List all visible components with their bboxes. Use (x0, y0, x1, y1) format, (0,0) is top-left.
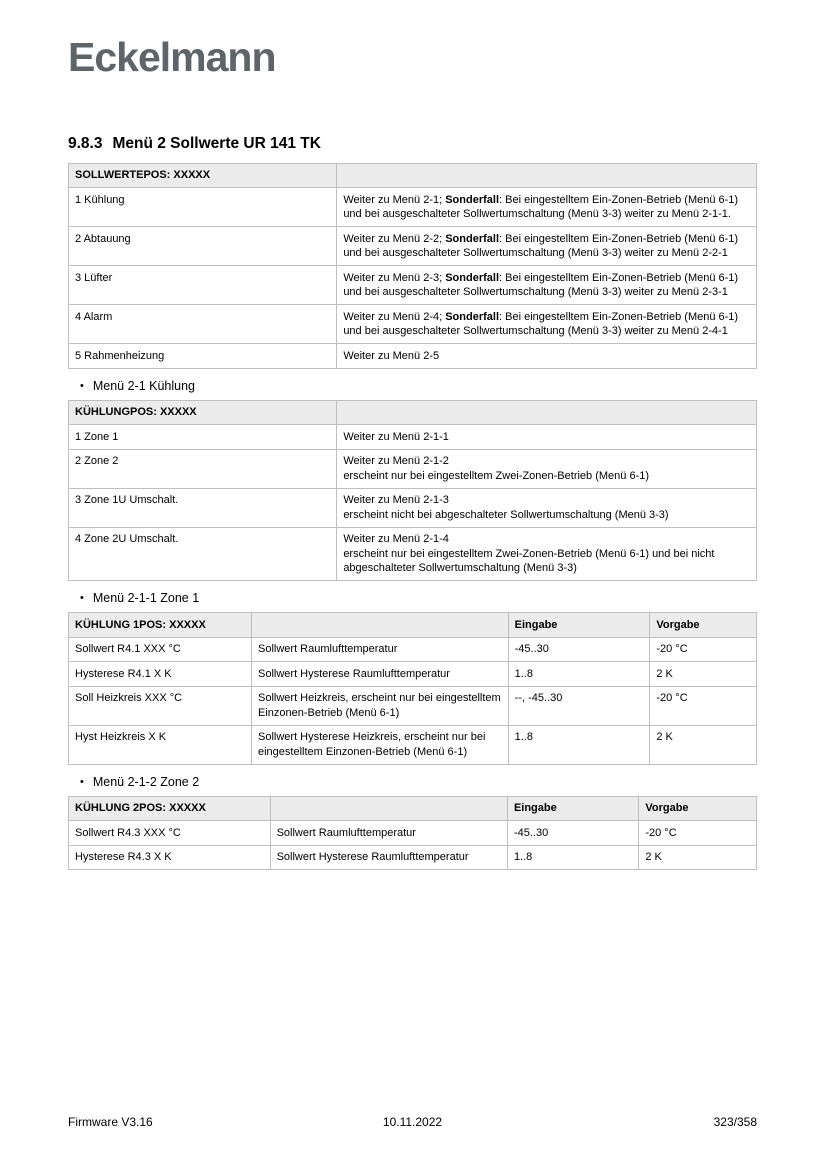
table-row (69, 725, 757, 764)
table-row (69, 305, 757, 344)
desc-line: erscheint nur bei eingestelltem Zwei-Zonen-Betrieb (Menü 6-1) und bei nicht abgeschalteter Sollwertumschaltung (Menü 3-3) (343, 547, 715, 575)
vorgabe-cell: -20 °C (650, 686, 757, 725)
menu-item-cell: 1 Kühlung (69, 188, 337, 227)
table-row (69, 425, 757, 450)
menu-desc-cell (337, 527, 757, 581)
param-cell: Hyst Heizkreis X K (69, 725, 252, 764)
desc-line: erscheint nur bei eingestelltem Zwei-Zonen-Betrieb (Menü 6-1) (343, 469, 650, 482)
table-row (69, 344, 757, 369)
menu-desc-cell (337, 227, 757, 266)
eingabe-cell: --, -45..30 (508, 686, 650, 725)
table-header-row (69, 613, 757, 638)
menu-item-cell: 3 Zone 1U Umschalt. (69, 488, 337, 527)
bullet-icon: • (80, 775, 84, 788)
param-cell: Sollwert R4.1 XXX °C (69, 637, 252, 662)
eingabe-cell: -45..30 (508, 637, 650, 662)
menu-desc-cell (337, 266, 757, 305)
vorgabe-cell: 2 K (650, 725, 757, 764)
bullet-label: Menü 2-1-2 Zone 2 (92, 774, 200, 789)
desc-text: Weiter zu Menü 2-3; (343, 271, 446, 284)
vorgabe-cell: 2 K (650, 662, 757, 687)
desc-cell: Sollwert Raumlufttemperatur (270, 821, 507, 846)
menu-desc-cell (337, 488, 757, 527)
table-header-cell-eingabe: Eingabe (508, 613, 650, 638)
vorgabe-cell: 2 K (639, 845, 757, 870)
bullet-item-menu-2-1 (80, 378, 757, 395)
desc-cell: Sollwert Hysterese Raumlufttemperatur (270, 845, 507, 870)
desc-bold: Sonderfall (445, 232, 500, 245)
menu-item-cell: 2 Abtauung (69, 227, 337, 266)
table-header-cell-empty (337, 400, 757, 425)
table-header-cell: KÜHLUNGPOS: XXXXX (69, 400, 337, 425)
menu-item-cell: 4 Zone 2U Umschalt. (69, 527, 337, 581)
desc-cell: Sollwert Hysterese Heizkreis, erscheint nur bei eingestelltem Einzonen-Betrieb (Menü 6-1) (252, 725, 509, 764)
desc-text: Weiter zu Menü 2-5 (343, 349, 440, 362)
table-header-cell-eingabe: Eingabe (507, 796, 638, 821)
bullet-label: Menü 2-1-1 Zone 1 (92, 591, 200, 606)
table-row (69, 227, 757, 266)
vorgabe-cell: -20 °C (639, 821, 757, 846)
table-header-cell: KÜHLUNG 2POS: XXXXX (69, 796, 271, 821)
bullet-label: Menü 2-1 Kühlung (92, 378, 196, 393)
table-header-row (69, 796, 757, 821)
desc-line: Weiter zu Menü 2-1-1 (343, 430, 449, 443)
desc-text: : Bei eingestelltem Ein-Zonen-Betrieb (Menü 6-1) und bei ausgeschalteter Sollwertumschaltung (Menü 3-3) weiter zu Menü 2-2-1 (343, 232, 739, 260)
table-header-cell-empty (337, 163, 757, 188)
bullet-icon: • (80, 379, 84, 392)
bullet-icon: • (80, 592, 84, 605)
desc-bold: Sonderfall (445, 271, 500, 284)
desc-text: Weiter zu Menü 2-1; (343, 193, 446, 206)
desc-text: : Bei eingestelltem Ein-Zonen-Betrieb (Menü 6-1) und bei ausgeschalteter Sollwertumschaltung (Menü 3-3) weiter zu Menü 2-1-1. (343, 193, 739, 221)
table-header-row (69, 163, 757, 188)
desc-text: : Bei eingestelltem Ein-Zonen-Betrieb (Menü 6-1) und bei ausgeschalteter Sollwertumschaltung (Menü 3-3) weiter zu Menü 2-3-1 (343, 271, 739, 299)
eingabe-cell: -45..30 (507, 821, 638, 846)
menu-desc-cell (337, 344, 757, 369)
menu-item-cell: 1 Zone 1 (69, 425, 337, 450)
desc-cell: Sollwert Heizkreis, erscheint nur bei eingestelltem Einzonen-Betrieb (Menü 6-1) (252, 686, 509, 725)
table-header-row (69, 400, 757, 425)
table-header-cell: SOLLWERTEPOS: XXXXX (69, 163, 337, 188)
desc-bold: Sonderfall (445, 193, 500, 206)
table-header-cell: KÜHLUNG 1POS: XXXXX (69, 613, 252, 638)
table-row (69, 527, 757, 581)
vorgabe-cell: -20 °C (650, 637, 757, 662)
table-header-cell-vorgabe: Vorgabe (650, 613, 757, 638)
kuehlung-table (68, 400, 757, 582)
footer-firmware-version: Firmware V3.16 (68, 1115, 153, 1129)
param-cell: Soll Heizkreis XXX °C (69, 686, 252, 725)
footer-date: 10.11.2022 (382, 1115, 443, 1129)
table-row (69, 488, 757, 527)
section-number: 9.8.3 (68, 134, 103, 152)
eingabe-cell: 1..8 (508, 725, 650, 764)
eingabe-cell: 1..8 (507, 845, 638, 870)
table-row (69, 266, 757, 305)
table-row (69, 662, 757, 687)
section-heading (68, 134, 757, 153)
table-row (69, 637, 757, 662)
footer-page-number: 323/358 (713, 1115, 757, 1129)
table-row (69, 845, 757, 870)
eckelmann-logo: Eckelmann (68, 34, 276, 80)
bullet-item-menu-2-1-1 (80, 590, 757, 607)
table-row (69, 449, 757, 488)
desc-line: Weiter zu Menü 2-1-3 (343, 494, 449, 507)
menu-desc-cell (337, 188, 757, 227)
table-row (69, 686, 757, 725)
table-row (69, 188, 757, 227)
menu-item-cell: 2 Zone 2 (69, 449, 337, 488)
table-header-cell-empty (270, 796, 507, 821)
zone2-table (68, 796, 757, 871)
menu-item-cell: 4 Alarm (69, 305, 337, 344)
desc-line: erscheint nicht bei abgeschalteter Sollwertumschaltung (Menü 3-3) (343, 508, 669, 521)
desc-text: : Bei eingestelltem Ein-Zonen-Betrieb (Menü 6-1) und bei ausgeschalteter Sollwertumschaltung (Menü 3-3) weiter zu Menü 2-4-1 (343, 310, 739, 338)
param-cell: Sollwert R4.3 XXX °C (69, 821, 271, 846)
desc-line: Weiter zu Menü 2-1-4 (343, 533, 449, 546)
zone1-table (68, 612, 757, 765)
param-cell: Hysterese R4.1 X K (69, 662, 252, 687)
table-header-cell-empty (252, 613, 509, 638)
menu-item-cell: 3 Lüfter (69, 266, 337, 305)
menu-desc-cell (337, 449, 757, 488)
desc-text: Weiter zu Menü 2-2; (343, 232, 446, 245)
desc-text: Weiter zu Menü 2-4; (343, 310, 446, 323)
desc-cell: Sollwert Raumlufttemperatur (252, 637, 509, 662)
menu-desc-cell (337, 305, 757, 344)
param-cell: Hysterese R4.3 X K (69, 845, 271, 870)
menu-desc-cell (337, 425, 757, 450)
table-header-cell-vorgabe: Vorgabe (639, 796, 757, 821)
section-title: Menü 2 Sollwerte UR 141 TK (112, 134, 321, 152)
page-footer (68, 1115, 757, 1130)
eingabe-cell: 1..8 (508, 662, 650, 687)
desc-bold: Sonderfall (445, 310, 500, 323)
desc-cell: Sollwert Hysterese Raumlufttemperatur (252, 662, 509, 687)
table-row (69, 821, 757, 846)
sollwerte-table (68, 163, 757, 369)
bullet-item-menu-2-1-2 (80, 774, 757, 791)
menu-item-cell: 5 Rahmenheizung (69, 344, 337, 369)
desc-line: Weiter zu Menü 2-1-2 (343, 455, 449, 468)
